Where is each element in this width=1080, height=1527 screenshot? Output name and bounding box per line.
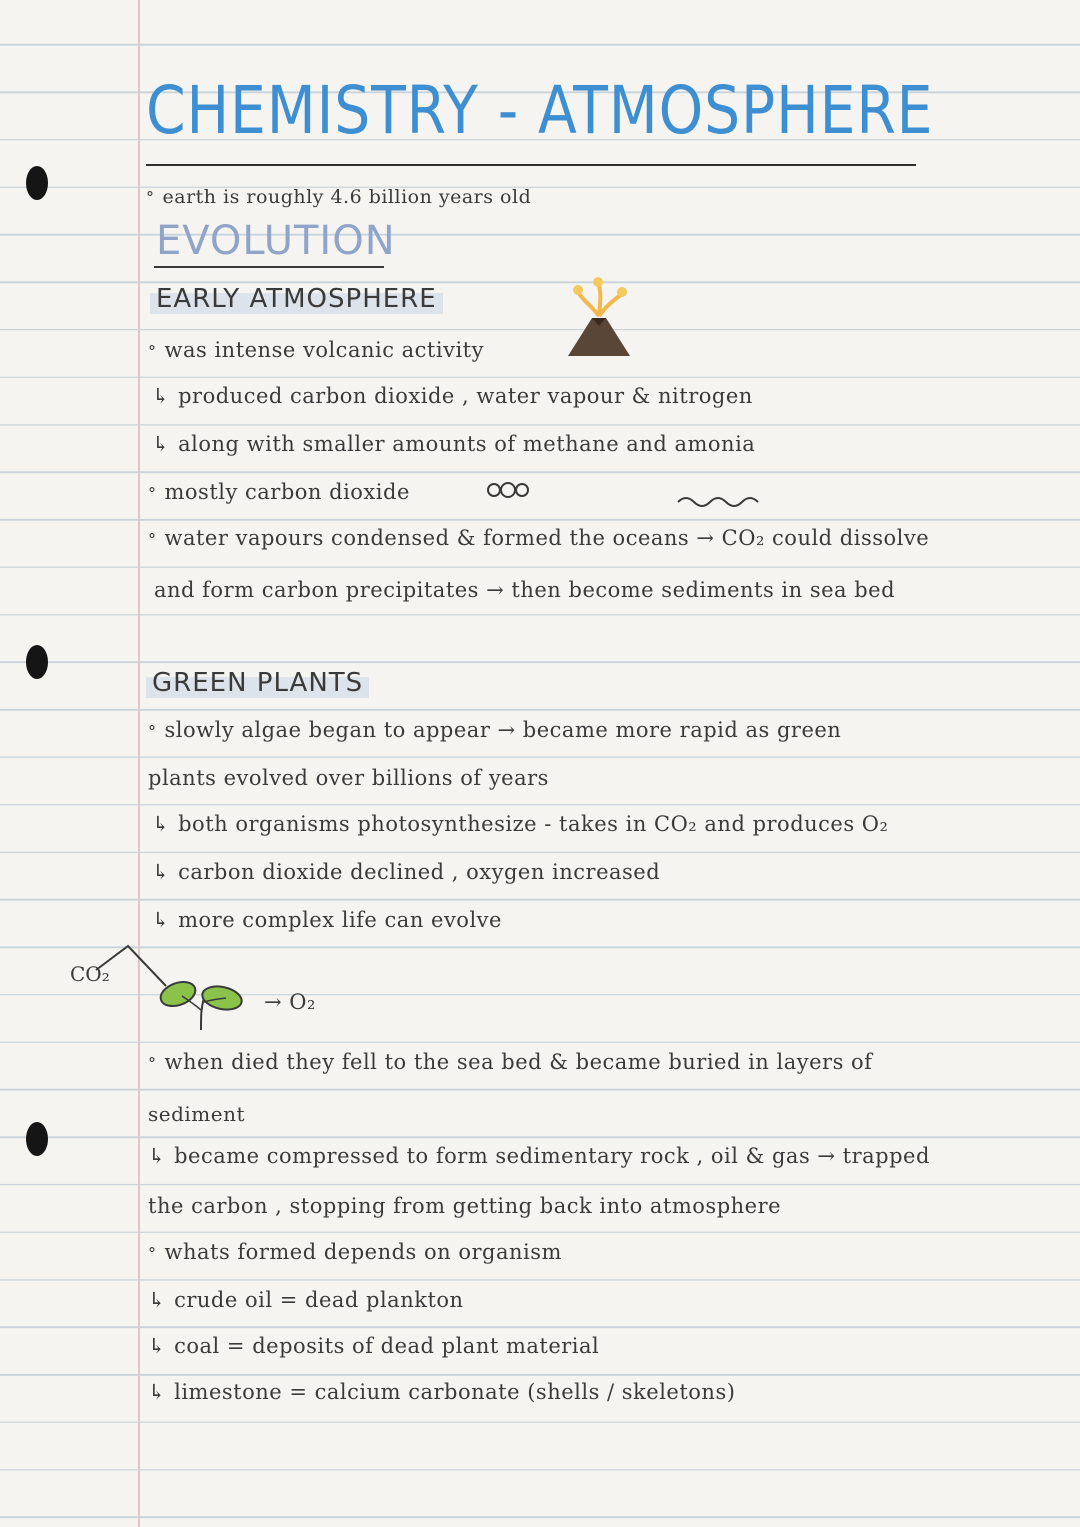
- list-item-text: was intense volcanic activity: [164, 338, 484, 362]
- list-item: [148, 1334, 599, 1358]
- list-item-text: mostly carbon dioxide: [164, 480, 410, 504]
- list-item: [148, 1380, 735, 1404]
- list-item-text: limestone = calcium carbonate (shells / skeletons): [174, 1380, 736, 1404]
- list-item: [148, 338, 484, 362]
- punch-hole: [26, 1122, 48, 1156]
- bullet: °: [148, 530, 157, 549]
- list-item: [152, 432, 755, 456]
- bullet: °: [148, 342, 157, 361]
- list-item-text: when died they fell to the sea bed & became buried in layers of: [164, 1050, 873, 1074]
- list-item-text: coal = deposits of dead plant material: [174, 1334, 600, 1358]
- list-item: [148, 1144, 930, 1168]
- intro-line: [146, 186, 531, 208]
- arrow-icon: ↳: [152, 860, 171, 884]
- list-item-text: sediment: [148, 1102, 246, 1126]
- list-item-text: along with smaller amounts of methane and amonia: [178, 432, 756, 456]
- volcano-icon: [562, 276, 634, 360]
- list-item: [152, 384, 753, 408]
- molecule-icon: [486, 476, 532, 502]
- arrow-icon: ↳: [152, 384, 171, 408]
- co2-label: CO₂: [70, 962, 110, 986]
- list-item-text: slowly algae began to appear → became more rapid as green: [164, 718, 842, 742]
- evolution-heading: EVOLUTION: [156, 218, 396, 264]
- arrow-icon: ↳: [152, 812, 171, 836]
- list-item: [148, 1050, 872, 1074]
- list-item: [148, 766, 549, 790]
- list-item: [152, 812, 888, 836]
- intro-text: earth is roughly 4.6 billion years old: [162, 186, 532, 208]
- list-item-text: plants evolved over billions of years: [148, 766, 549, 790]
- arrow-icon: ↳: [148, 1380, 167, 1404]
- list-item-text: more complex life can evolve: [178, 908, 502, 932]
- list-item: [148, 480, 410, 504]
- list-item: [152, 860, 660, 884]
- bullet: °: [146, 188, 155, 207]
- waves-icon: [676, 492, 760, 508]
- list-item: [148, 526, 929, 550]
- arrow-icon: ↳: [148, 1334, 167, 1358]
- list-item: [152, 908, 502, 932]
- list-item: [148, 1288, 464, 1312]
- bullet: °: [148, 1054, 157, 1073]
- bullet: °: [148, 722, 157, 741]
- list-item-text: produced carbon dioxide , water vapour & nitrogen: [178, 384, 753, 408]
- o2-label: → O₂: [264, 990, 316, 1014]
- title-underline: [146, 164, 916, 166]
- margin-line: [138, 0, 140, 1527]
- plant-icon: [156, 976, 246, 1032]
- early-atmosphere-heading: EARLY ATMOSPHERE: [150, 284, 443, 314]
- arrow-icon: ↳: [148, 1144, 167, 1168]
- bullet: °: [148, 484, 157, 503]
- arrow-icon: ↳: [152, 432, 171, 456]
- page-title: CHEMISTRY - ATMOSPHERE: [146, 72, 934, 149]
- list-item-text: crude oil = dead plankton: [174, 1288, 464, 1312]
- list-item: [148, 1240, 562, 1264]
- punch-hole: [26, 166, 48, 200]
- list-item-text: whats formed depends on organism: [164, 1240, 562, 1264]
- list-item: [154, 578, 895, 602]
- list-item-text: both organisms photosynthesize - takes in CO₂ and produces O₂: [178, 812, 889, 836]
- list-item-text: became compressed to form sedimentary rock , oil & gas → trapped: [174, 1144, 930, 1168]
- list-item: [148, 1102, 245, 1126]
- arrow-icon: ↳: [152, 908, 171, 932]
- list-item-text: carbon dioxide declined , oxygen increased: [178, 860, 661, 884]
- list-item-text: and form carbon precipitates → then become sediments in sea bed: [154, 578, 896, 602]
- evolution-underline: [154, 266, 384, 268]
- list-item-text: the carbon , stopping from getting back into atmosphere: [148, 1194, 782, 1218]
- green-plants-heading: GREEN PLANTS: [146, 668, 369, 698]
- list-item-text: water vapours condensed & formed the oceans → CO₂ could dissolve: [164, 526, 930, 550]
- arrow-icon: ↳: [148, 1288, 167, 1312]
- punch-hole: [26, 645, 48, 679]
- bullet: °: [148, 1244, 157, 1263]
- list-item: [148, 1194, 781, 1218]
- list-item: [148, 718, 841, 742]
